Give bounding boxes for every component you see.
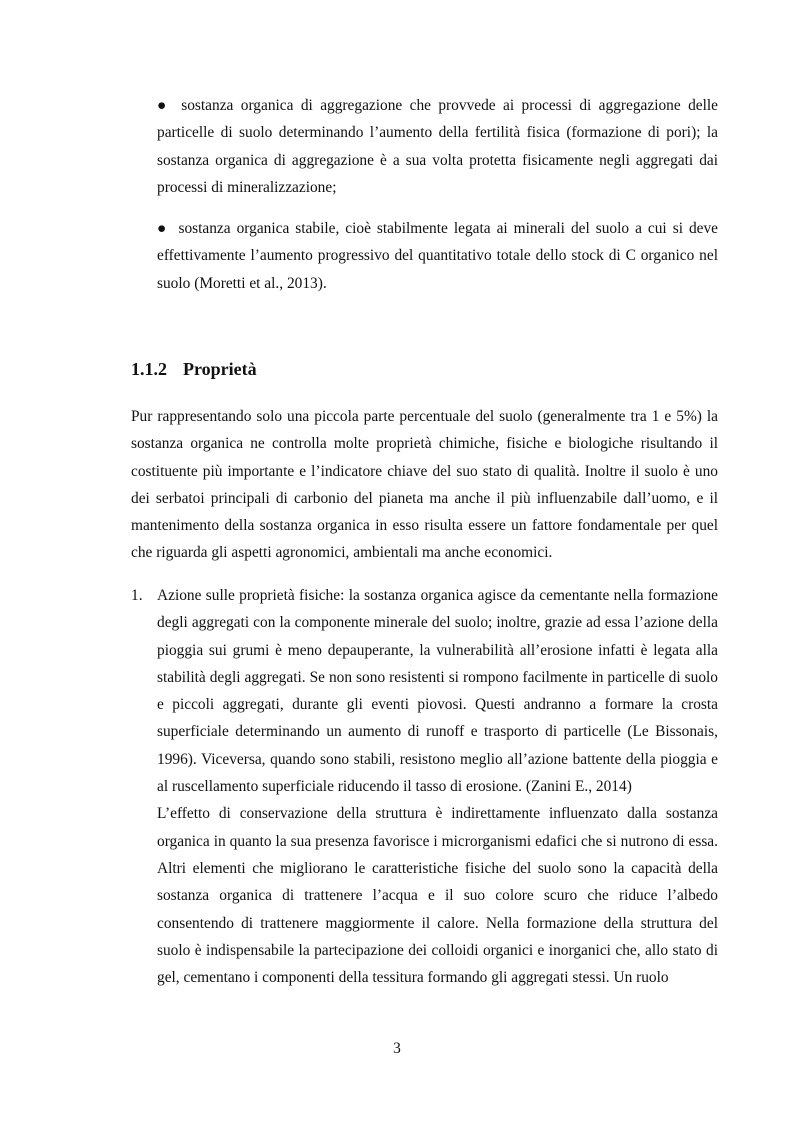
bullet-item [157, 92, 718, 201]
bullet-icon: ● [157, 220, 169, 237]
bullet-item [157, 215, 718, 297]
bullet-text: sostanza organica stabile, cioè stabilmente legata ai minerali del suolo a cui si deve effettivamente l’aumento progressivo del quantitativo totale dello stock di C organico nel suolo (Moretti et al., 2013). [157, 220, 719, 292]
list-item-body [157, 582, 718, 991]
section-heading [131, 356, 257, 382]
numbered-list-item [131, 582, 718, 991]
section-title: Proprietà [183, 359, 257, 379]
page-number: 3 [393, 1040, 401, 1057]
bullet-icon: ● [157, 97, 170, 114]
list-number: 1. [131, 587, 143, 604]
intro-paragraph: Pur rappresentando solo una piccola parte percentuale del suolo (generalmente tra 1 e 5%) la sostanza organica ne controlla molte proprietà chimiche, fisiche e biologiche risultando il costituente più importante e l’indicatore chiave del suo stato di qualità. Inoltre il suolo è uno dei serbatoi principali di carbonio del pianeta ma anche il più influenzabile dall’uomo, e il mantenimento della sostanza organica in esso risulta essere un fattore fondamentale per quel che riguarda gli aspetti agronomici, ambientali ma anche economici. [131, 408, 718, 562]
list-paragraph: L’effetto di conservazione della struttura è indirettamente influenzato dalla sostanza organica in quanto la sua presenza favorisce i microrganismi edafici che si nutrono di essa. Altri elementi che migliorano le caratteristiche fisiche del suolo sono la capacità della sostanza organica di trattenere l’acqua e il suo colore scuro che riduce l’albedo consentendo di trattenere maggiormente il calore. Nella formazione della struttura del suolo è indispensabile la partecipazione dei colloidi organici e inorganici che, allo stato di gel, cementano i componenti della tessitura formando gli aggregati stessi. Un ruolo [157, 805, 718, 987]
section-number: 1.1.2 [131, 359, 167, 379]
list-paragraph: Azione sulle proprietà fisiche: la sostanza organica agisce da cementante nella formazione degli aggregati con la componente minerale del suolo; inoltre, grazie ad essa l’azione della pioggia sui grumi è meno depauperante, la vulnerabilità all’erosione infatti è legata alla stabilità degli aggregati. Se non sono resistenti si rompono facilmente in particelle di suolo e piccoli aggregati, durante gli eventi piovosi. Questi andranno a formare la crosta superficiale determinando un aumento di runoff e trasporto di particelle (Le Bissonais, 1996). Viceversa, quando sono stabili, resistono meglio all’azione battente della pioggia e al ruscellamento superficiale riducendo il tasso di erosione. (Zanini E., 2014) [157, 587, 718, 796]
bullet-text: sostanza organica di aggregazione che provvede ai processi di aggregazione delle particelle di suolo determinando l’aumento della fertilità fisica (formazione di pori); la sostanza organica di aggregazione è a sua volta protetta fisicamente negli aggregati dai processi di mineralizzazione; [157, 97, 718, 196]
